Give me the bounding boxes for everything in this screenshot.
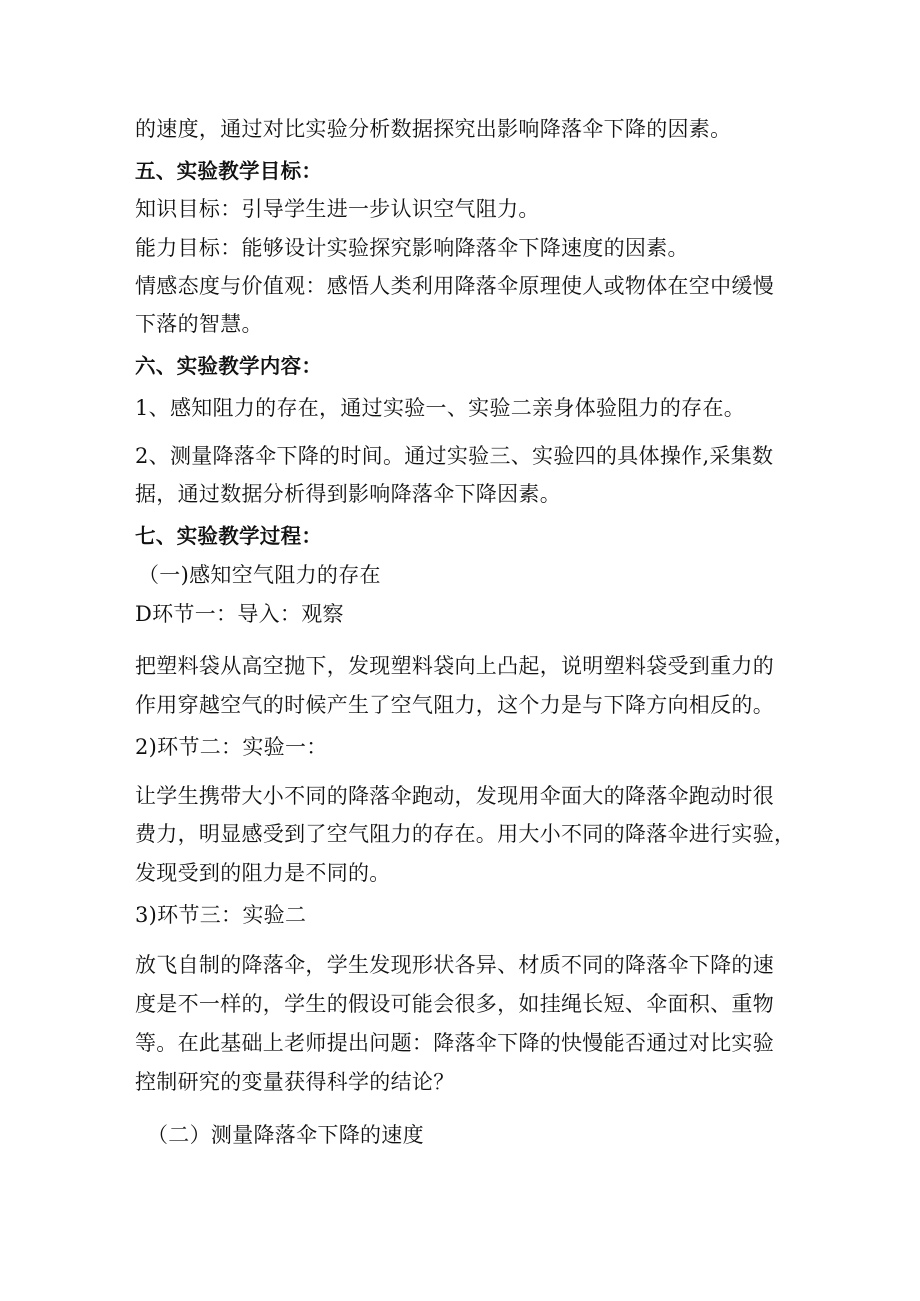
- section-heading-7: 七、实验教学过程：: [135, 524, 323, 548]
- text-line: 情感态度与价值观：感悟人类利用降落伞原理使人或物体在空中缓慢: [135, 274, 774, 298]
- text-line: 知识目标：引导学生进一步认识空气阻力。: [135, 197, 540, 221]
- text-line: 作用穿越空气的时候产生了空气阻力，这个力是与下降方向相反的。: [135, 693, 774, 717]
- text-line: 2)环节二：实验一：: [135, 735, 328, 759]
- text-line: 把塑料袋从高空抛下，发现塑料袋向上凸起，说明塑料袋受到重力的: [135, 654, 774, 678]
- text-line: 等。在此基础上老师提出问题：降落伞下降的快慢能否通过对比实验: [135, 1031, 774, 1055]
- text-line: 下落的智慧。: [135, 312, 263, 336]
- text-line: D环节一：导入：观察: [135, 602, 344, 626]
- text-line: 2、测量降落伞下降的时间。通过实验三、实验四的具体操作,采集数: [135, 444, 774, 468]
- text-line: 度是不一样的，学生的假设可能会很多，如挂绳长短、伞面积、重物: [135, 992, 774, 1016]
- text-line: 发现受到的阻力是不同的。: [135, 861, 391, 885]
- text-line: 1、感知阻力的存在，通过实验一、实验二亲身体验阻力的存在。: [135, 396, 746, 420]
- text-line: 的速度，通过对比实验分析数据探究出影响降落伞下降的因素。: [135, 117, 732, 141]
- text-line: 费力，明显感受到了空气阻力的存在。用大小不同的降落伞进行实验，: [135, 822, 796, 846]
- text-line: 让学生携带大小不同的降落伞跑动，发现用伞面大的降落伞跑动时很: [135, 784, 774, 808]
- text-line: 3)环节三：实验二: [135, 903, 307, 927]
- text-line: 控制研究的变量获得科学的结论？: [135, 1070, 455, 1094]
- text-line: 能力目标：能够设计实验探究影响降落伞下降速度的因素。: [135, 236, 689, 260]
- section-heading-6: 六、实验教学内容：: [135, 354, 323, 378]
- subsection-heading-2: （二）测量降落伞下降的速度: [147, 1123, 424, 1147]
- section-heading-5: 五、实验教学目标：: [135, 159, 323, 183]
- subsection-heading-1: （一)感知空气阻力的存在: [138, 563, 381, 587]
- text-line: 据，通过数据分析得到影响降落伞下降因素。: [135, 482, 561, 506]
- text-line: 放飞自制的降落伞，学生发现形状各异、材质不同的降落伞下降的速: [135, 953, 774, 977]
